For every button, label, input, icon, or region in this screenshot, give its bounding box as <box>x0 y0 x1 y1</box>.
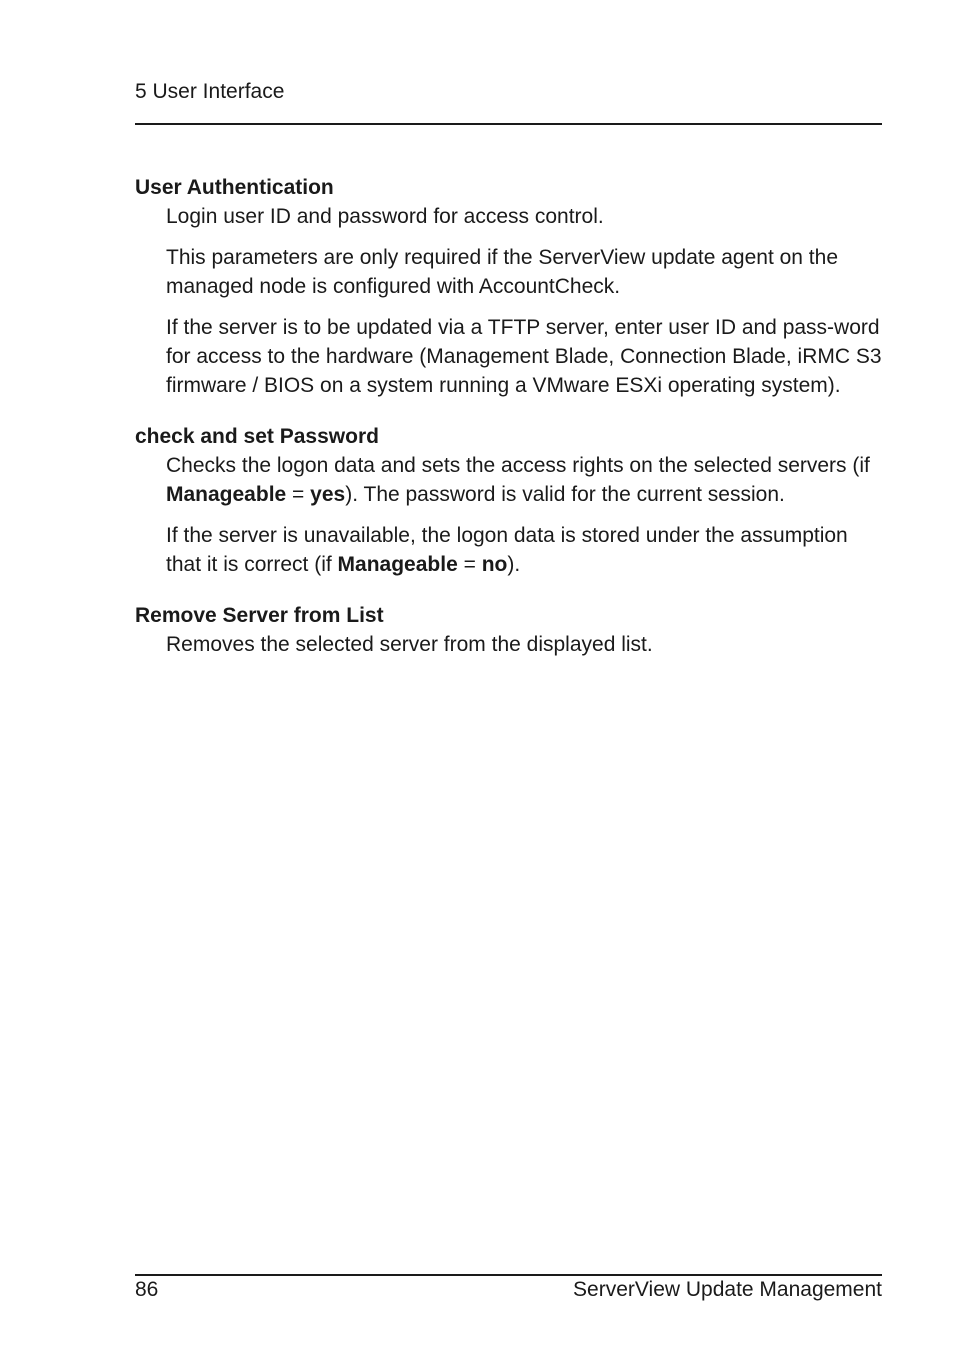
paragraph: Login user ID and password for access control. <box>166 205 604 228</box>
bold-keyword: Manageable <box>166 483 287 506</box>
page-content <box>135 173 882 659</box>
term-check-and-set-password: check and set Password <box>135 425 379 448</box>
term-remove-server-from-list: Remove Server from List <box>135 604 384 627</box>
bold-keyword: Manageable <box>337 553 458 576</box>
text-run: ). The password is valid for the current session. <box>345 483 785 506</box>
term-user-authentication: User Authentication <box>135 176 334 199</box>
section-check-and-set-password <box>135 422 882 579</box>
running-header: 5 User Interface <box>135 80 285 103</box>
text-run: ). <box>507 553 521 576</box>
page-number: 86 <box>135 1278 159 1301</box>
paragraph: If the server is to be updated via a TFTP server, enter user ID and pass-word for access to the hardware (Management Blade, Connection Blade, iRMC S3 firmware / BIOS on a system running a VMware ESXi operating system). <box>166 316 882 397</box>
paragraph: Removes the selected server from the displayed list. <box>166 633 653 656</box>
description-remove-server-from-list <box>166 630 882 659</box>
text-run: = <box>457 553 482 576</box>
description-user-authentication <box>166 202 882 400</box>
document-title: ServerView Update Management <box>573 1278 882 1301</box>
section-user-authentication <box>135 173 882 400</box>
section-remove-server-from-list <box>135 601 882 659</box>
text-run: Checks the logon data and sets the access rights on the selected servers (if <box>166 454 870 477</box>
paragraph <box>166 451 882 509</box>
description-check-and-set-password <box>166 451 882 579</box>
header-rule <box>135 123 882 125</box>
text-run: = <box>286 483 311 506</box>
text-run: If the server is unavailable, the logon data is stored under the assumption that it is correct (if <box>166 524 848 576</box>
paragraph: This parameters are only required if the ServerView update agent on the managed node is configured with AccountCheck. <box>166 246 838 298</box>
paragraph <box>166 521 882 579</box>
bold-value: yes <box>310 483 346 506</box>
bold-value: no <box>481 553 508 576</box>
